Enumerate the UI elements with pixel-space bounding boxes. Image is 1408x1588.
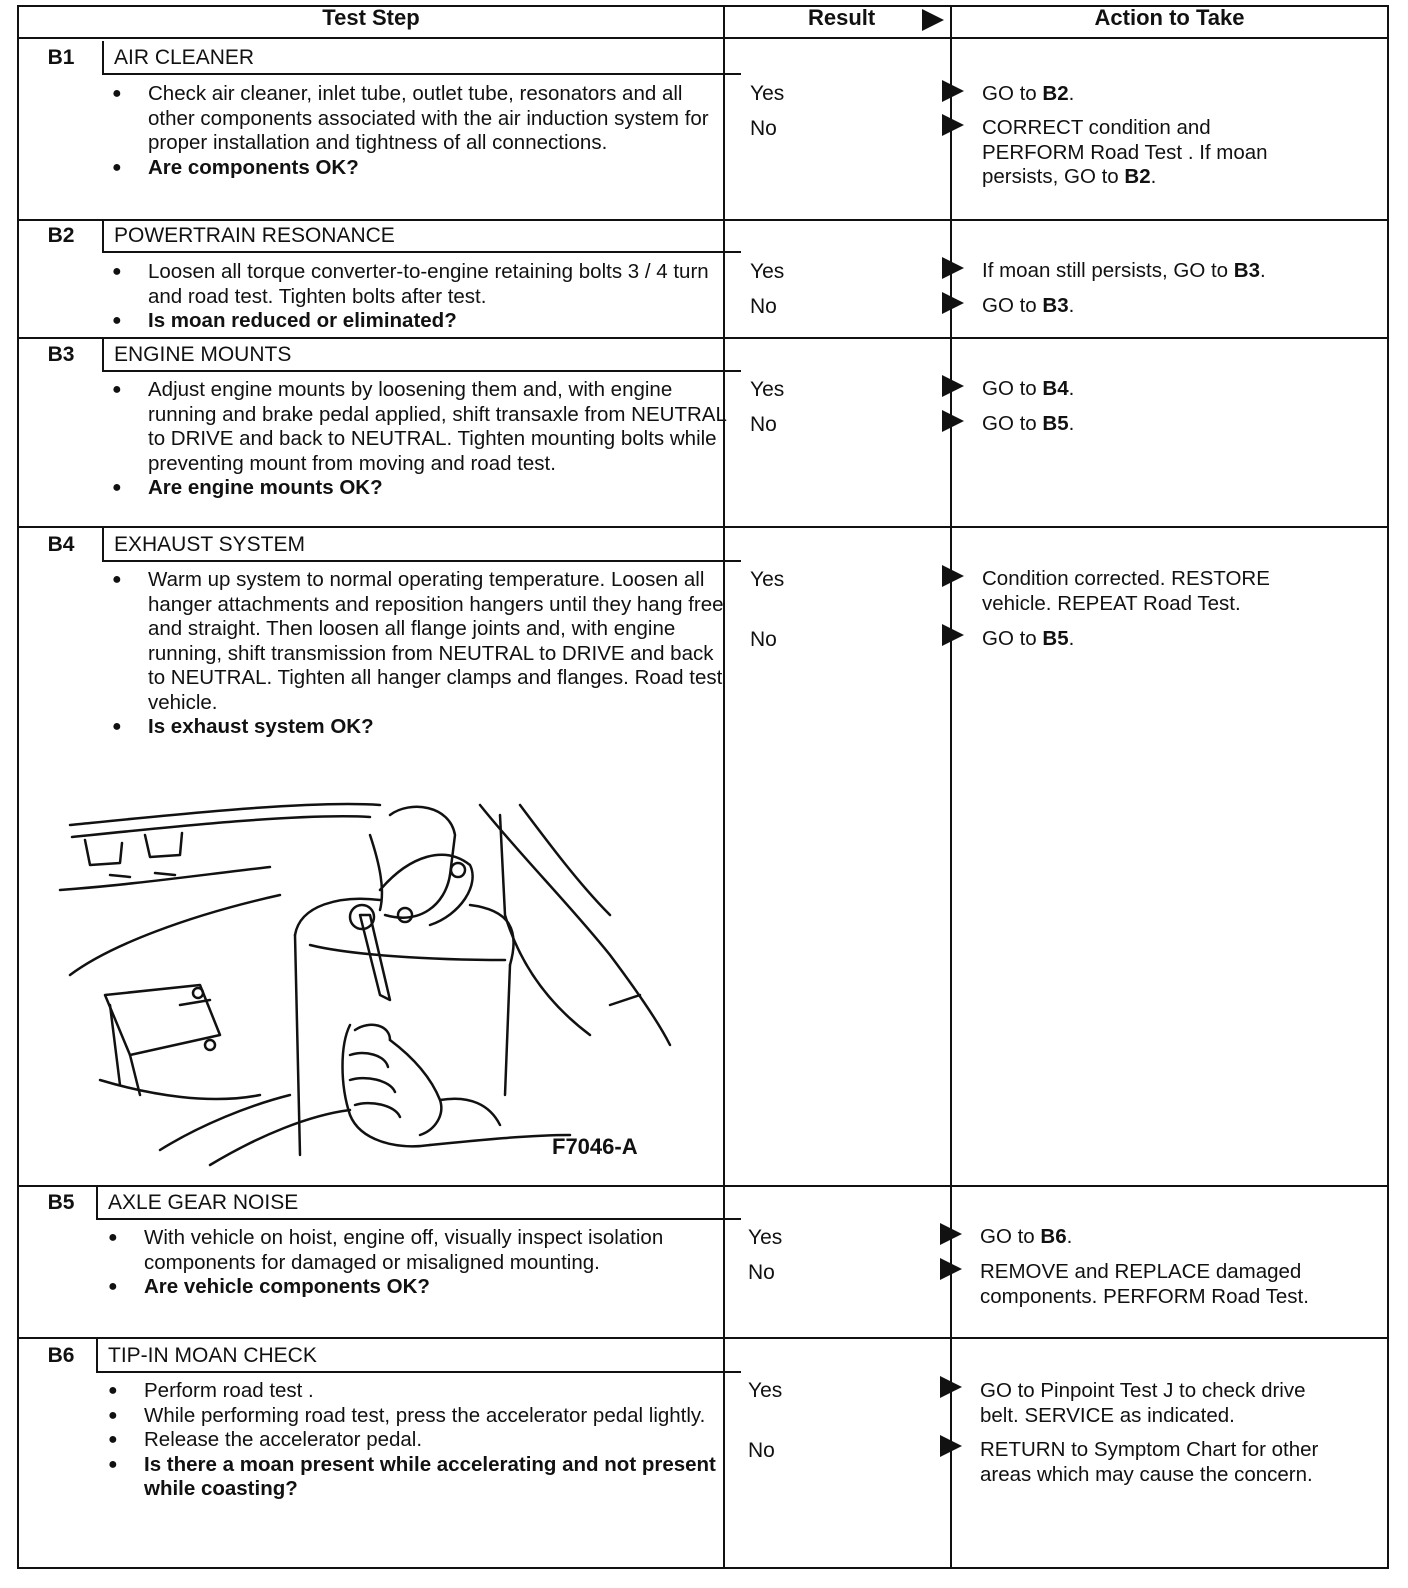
list-item: ● Warm up system to normal operating temperature. Loosen all hanger attachments and reposition hangers until they hang free and straight. Then loosen all flange joints and, with engine running, shift transmission from NEUTRAL to DRIVE and back to NEUTRAL. Tighten all hanger clamps and flanges. Road test vehicle.: [110, 568, 730, 715]
arrow-icon: [942, 375, 964, 397]
column-divider-action: [950, 7, 952, 1567]
arrow-icon: [942, 257, 964, 279]
result-yes: Yes: [748, 1379, 783, 1402]
step-id: B6: [47, 1344, 75, 1367]
action-no: GO to B5.: [982, 412, 1075, 435]
list-item-question: ● Are engine mounts OK?: [110, 476, 730, 501]
result-no: No: [748, 1439, 775, 1462]
step-instructions: [106, 1379, 726, 1502]
result-yes: Yes: [748, 1226, 783, 1249]
step-name: EXHAUST SYSTEM: [102, 528, 741, 562]
step-instructions: [110, 260, 730, 334]
step-name: ENGINE MOUNTS: [102, 338, 741, 372]
action-no: GO to B5.: [982, 627, 1075, 650]
list-item: ● Adjust engine mounts by loosening them and, with engine running and brake pedal applied, shift transaxle from NEUTRAL to DRIVE and back to NEUTRAL. Tighten mounting bolts while preventing mount from moving and road test.: [110, 378, 730, 476]
list-item: ● While performing road test, press the accelerator pedal lightly.: [106, 1404, 726, 1429]
arrow-icon: [940, 1258, 962, 1280]
result-no: No: [750, 628, 777, 651]
result-yes: Yes: [750, 378, 785, 401]
arrow-icon: [942, 80, 964, 102]
step-instructions: [106, 1226, 726, 1300]
result-yes: Yes: [750, 260, 785, 283]
header-divider: [19, 37, 1387, 39]
arrow-icon: [942, 624, 964, 646]
arrow-icon: [940, 1223, 962, 1245]
step-instructions: [110, 82, 730, 180]
exhaust-hanger-illustration: [50, 795, 700, 1170]
list-item-question: ● Are vehicle components OK?: [106, 1275, 726, 1300]
result-no: No: [750, 117, 777, 140]
result-no: No: [750, 295, 777, 318]
header-action: Action to Take: [1094, 5, 1245, 30]
result-no: No: [748, 1261, 775, 1284]
action-yes: If moan still persists, GO to B3.: [982, 259, 1266, 282]
step-name: POWERTRAIN RESONANCE: [102, 219, 741, 253]
action-yes: GO to Pinpoint Test J to check drive belt. SERVICE as indicated.: [980, 1379, 1306, 1427]
step-instructions: [110, 568, 730, 740]
action-yes: GO to B2.: [982, 82, 1075, 105]
header-result: Result: [808, 5, 876, 30]
action-yes: GO to B4.: [982, 377, 1075, 400]
arrow-icon: [942, 292, 964, 314]
arrow-icon: [940, 1435, 962, 1457]
step-id: B3: [47, 343, 75, 366]
action-no: REMOVE and REPLACE damaged components. PERFORM Road Test.: [980, 1260, 1309, 1308]
step-id: B4: [47, 533, 75, 556]
result-yes: Yes: [750, 82, 785, 105]
action-no: RETURN to Symptom Chart for other areas which may cause the concern.: [980, 1438, 1319, 1486]
action-no: GO to B3.: [982, 294, 1075, 317]
arrow-icon: [942, 565, 964, 587]
result-yes: Yes: [750, 568, 785, 591]
arrow-icon: [922, 9, 944, 31]
arrow-icon: [942, 410, 964, 432]
step-name: TIP-IN MOAN CHECK: [96, 1339, 741, 1373]
step-name: AIR CLEANER: [102, 41, 741, 75]
list-item-question: ● Are components OK?: [110, 156, 730, 181]
action-yes: Condition corrected. RESTORE vehicle. REPEAT Road Test.: [982, 567, 1270, 615]
action-yes: GO to B6.: [980, 1225, 1073, 1248]
list-item: ● Release the accelerator pedal.: [106, 1428, 726, 1453]
step-instructions: [110, 378, 730, 501]
list-item: ● With vehicle on hoist, engine off, visually inspect isolation components for damaged or misaligned mounting.: [106, 1226, 726, 1275]
list-item-question: ● Is exhaust system OK?: [110, 715, 730, 740]
list-item-question: ● Is there a moan present while accelerating and not present while coasting?: [106, 1453, 726, 1502]
list-item: ● Loosen all torque converter-to-engine retaining bolts 3 / 4 turn and road test. Tighten bolts after test.: [110, 260, 730, 309]
step-name: AXLE GEAR NOISE: [96, 1186, 741, 1220]
header-test-step: Test Step: [322, 5, 420, 30]
arrow-icon: [942, 114, 964, 136]
step-id: B1: [47, 46, 75, 69]
arrow-icon: [940, 1376, 962, 1398]
figure-label: F7046-A: [552, 1134, 638, 1159]
list-item-question: ● Is moan reduced or eliminated?: [110, 309, 730, 334]
action-no: CORRECT condition and PERFORM Road Test . If moan persists, GO to B2.: [982, 116, 1268, 188]
list-item: ● Perform road test .: [106, 1379, 726, 1404]
result-no: No: [750, 413, 777, 436]
step-id: B5: [47, 1191, 75, 1214]
list-item: ● Check air cleaner, inlet tube, outlet tube, resonators and all other components associated with the air induction system for proper installation and tightness of all connections.: [110, 82, 730, 156]
step-id: B2: [47, 224, 75, 247]
